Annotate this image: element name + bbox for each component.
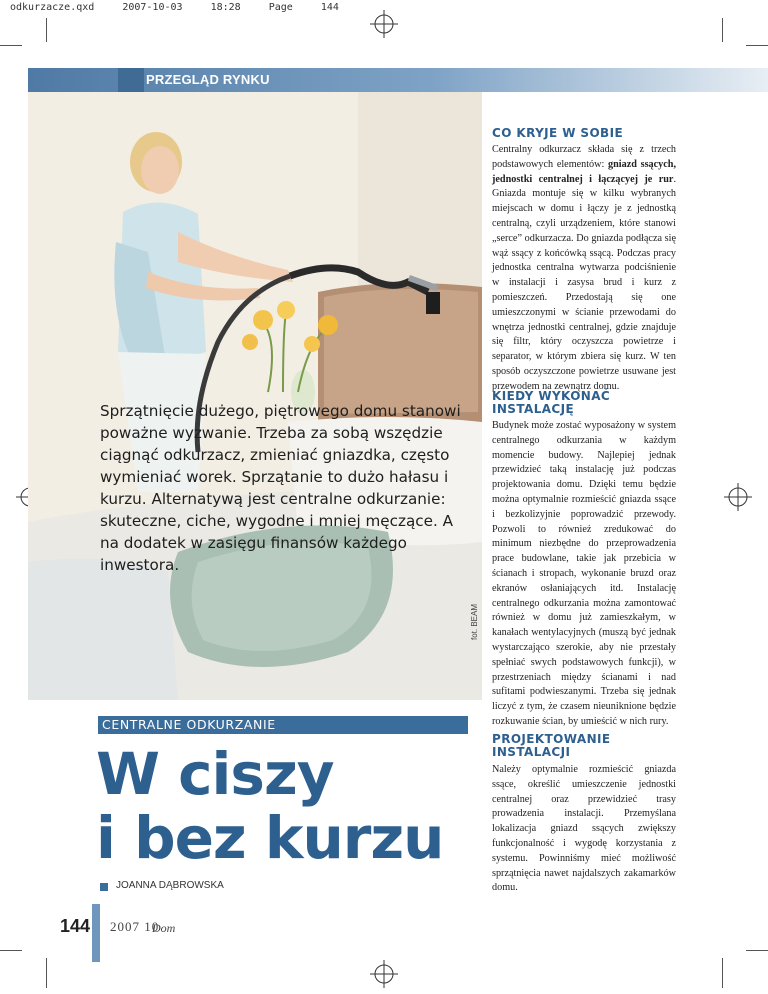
page-number: 144 bbox=[60, 916, 91, 936]
crop-mark bbox=[722, 18, 723, 42]
registration-mark-icon bbox=[370, 960, 398, 988]
section-header: PRZEGLĄD RYNKU bbox=[146, 72, 270, 87]
folio-bar bbox=[92, 904, 100, 962]
crop-mark bbox=[46, 18, 47, 42]
issue-number: 2007 10 bbox=[110, 919, 160, 934]
header-band-accent bbox=[118, 68, 144, 92]
subheading-projektowanie: PROJEKTOWANIE INSTALACJI bbox=[492, 732, 611, 759]
body-text-projektowanie: Należy optymalnie rozmieścić gniazda ssące, określić umieszczenie jednostki centralnej oraz przewidzieć trasy prowadzenia instalacji. Przemyślana lokalizacja gniazd ssących zwiększy funkcjonalność i wygodę korzystania z systemu. Powinniśmy mieć możliwość sprzątnięcia nawet najdalszych zakamarków domu. bbox=[492, 764, 676, 894]
body-text-co-kryje bbox=[492, 143, 676, 395]
article-title-line2: i bez kurzu bbox=[96, 804, 444, 872]
author-bullet-icon bbox=[100, 883, 108, 891]
body-text-kiedy-wykonac: Budynek może zostać wyposażony w system centralnego odkurzania w każdym momencie budowy. Najlepiej jednak przewidzieć taką instalację już podczas projektowania domu. Dzięki temu będzie można optymalnie rozmieścić gniazda ssące i bezkolizyjnie poprowadzić przewody. Pozwoli to również zredukować do minimum niezbędne do przeprowadzenia prace budowlane, takie jak przebicia w ścianach i stropach, wykonanie bruzd oraz ekranów osłaniających itd. Instalację centralnego odkurzania można zamontować również w domu już zamieszkałym, w kanałach wentylacyjnych (muszą być jednak wystarczająco szerokie, aby nie przestały spełniać swych podstawowych funkcji), w przestrzeniach między ścianami i nad sufitami podwieszanymi. Trzeba się jednak liczyć z tym, że czasem nieuniknione będzie rozkuwanie ścian, by umieścić w nich rury. bbox=[492, 420, 676, 727]
crop-mark bbox=[746, 45, 768, 46]
registration-mark-icon bbox=[724, 483, 752, 511]
subheading-kiedy-wykonac: KIEDY WYKONAĆ INSTALACJĘ bbox=[492, 389, 611, 416]
printer-slug bbox=[10, 2, 339, 13]
slug-time: 18:28 bbox=[210, 2, 241, 13]
body-text: Centralny odkurzacz składa się z trzech podstawowych elementów: bbox=[492, 144, 676, 170]
crop-mark bbox=[0, 45, 22, 46]
crop-mark bbox=[746, 950, 768, 951]
emphasis-text: gniazd ssących, jednostki centralnej i łączącyej je rur bbox=[492, 158, 676, 185]
section-label: CENTRALNE ODKURZANIE bbox=[102, 717, 276, 732]
crop-mark bbox=[722, 958, 723, 988]
subheading-co-kryje: CO KRYJE W SOBIE bbox=[492, 126, 624, 140]
slug-date: 2007-10-03 bbox=[122, 2, 183, 13]
photo-credit: fot. BEAM bbox=[470, 603, 479, 640]
hero-photo bbox=[28, 92, 482, 700]
registration-mark-icon bbox=[370, 10, 398, 38]
vacuuming-scene-illustration bbox=[28, 92, 482, 700]
body-text: . Gniazda montuje się w kilku wybranych miejscach w domu i łączy je z jednostką centralną, czyli urządzeniem, które stanowi „serce” odkurzacza. Do gniazda podłącza się wąż ssący z końcówką ssącą. Podczas pracy jednostka centralna wytwarza podciśnienie w instalacji i zasysa brud i kurz z pomieszczeń. Przedostają się one umieszczonymi w ścianie przewodami do wnętrza jednostki centralnej, gdzie znajduje się filtr, który oczyszcza powietrze i separator, w którym zbiera się kurz. W ten sposób oczyszczone powietrze usuwane jest przewodem na zewnątrz domu. bbox=[492, 173, 676, 392]
slug-page: Page 144 bbox=[268, 2, 339, 13]
crop-mark bbox=[0, 950, 22, 951]
lead-paragraph: Sprzątnięcie dużego, piętrowego domu stanowi poważne wyzwanie. Trzeba za sobą wszędzie ciągnąć odkurzacz, zmieniać gniazdka, często wymieniać worek. Sprzątanie to dużo hałasu i kurzu. Alternatywą jest centralne odkurzanie: skuteczne, ciche, wygodne i mniej męczące. A na dodatek w zasięgu finansów każdego inwestora. bbox=[100, 402, 461, 574]
crop-mark bbox=[46, 958, 47, 988]
author-name: JOANNA DĄBROWSKA bbox=[116, 880, 224, 891]
magazine-logo: Dom bbox=[152, 921, 176, 935]
slug-file: odkurzacze.qxd bbox=[10, 2, 95, 13]
article-title-line1: W ciszy bbox=[96, 740, 334, 808]
